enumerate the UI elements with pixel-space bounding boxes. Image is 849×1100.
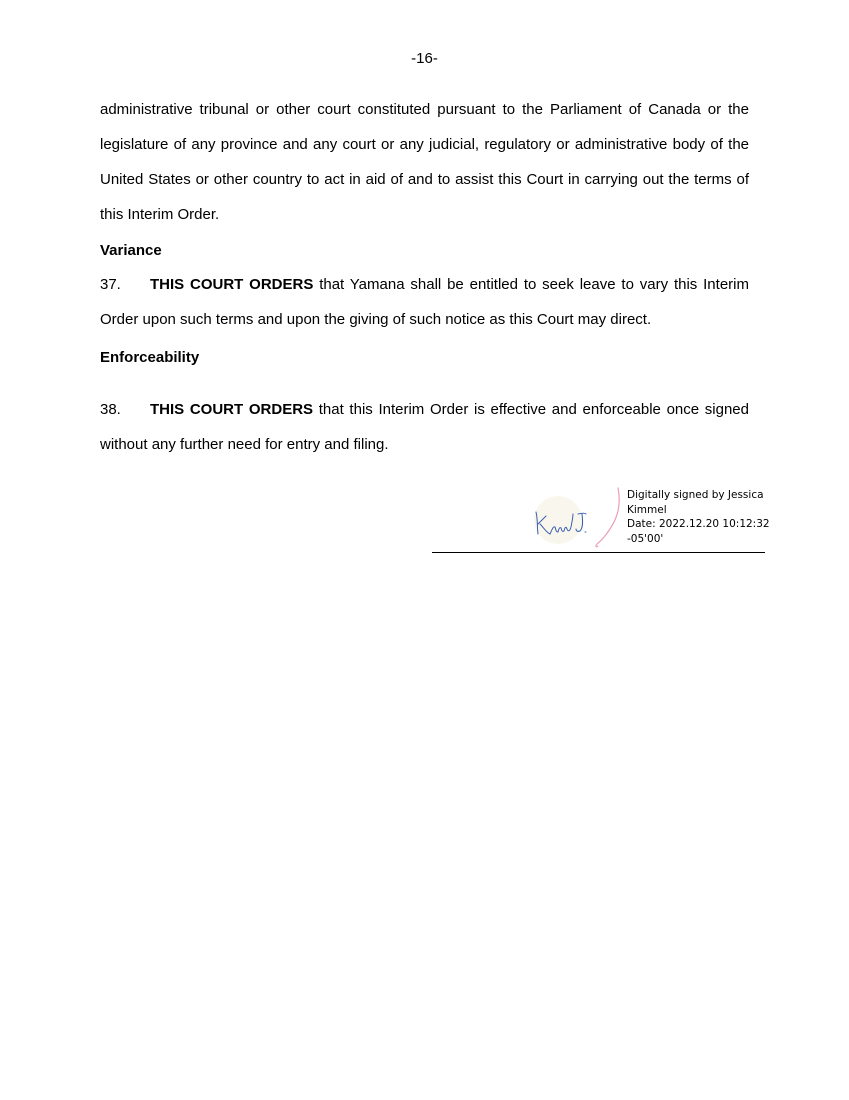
court-orders-lead: THIS COURT ORDERS (150, 401, 314, 418)
court-orders-lead: THIS COURT ORDERS (150, 276, 314, 293)
digital-signature-block[interactable] (432, 486, 770, 553)
paragraph-38 (100, 392, 749, 462)
paragraph-text: that Yamana shall be entitled to seek leave to vary this Interim Order upon such terms and upon the giving of such notice as this Court may direct. (100, 276, 749, 328)
signature-date-line: Date: 2022.12.20 10:12:32 (627, 518, 770, 530)
digital-signature-text (627, 488, 770, 546)
page-number: -16- (411, 50, 438, 67)
signature-swoosh-icon (590, 486, 630, 550)
signer-name-line: Kimmel (627, 503, 667, 516)
paragraph-text: that this Interim Order is effective and enforceable once signed without any further need for entry and filing. (100, 401, 749, 453)
handwritten-signature (528, 494, 590, 544)
paragraph-37 (100, 267, 749, 337)
paragraph-number: 37. (100, 276, 121, 293)
variance-heading: Variance (100, 242, 162, 259)
continuation-paragraph: administrative tribunal or other court constituted pursuant to the Parliament of Canada or the legislature of any province and any court or any judicial, regulatory or administrative body of the United States or other country to act in aid of and to assist this Court in carrying out the terms of this Interim Order. (100, 101, 749, 223)
document-body (100, 92, 749, 462)
signature-timezone-line: -05'00' (627, 532, 664, 545)
paragraph-number: 38. (100, 401, 121, 418)
enforceability-heading: Enforceability (100, 349, 200, 366)
signed-by-line: Digitally signed by Jessica (627, 489, 764, 501)
